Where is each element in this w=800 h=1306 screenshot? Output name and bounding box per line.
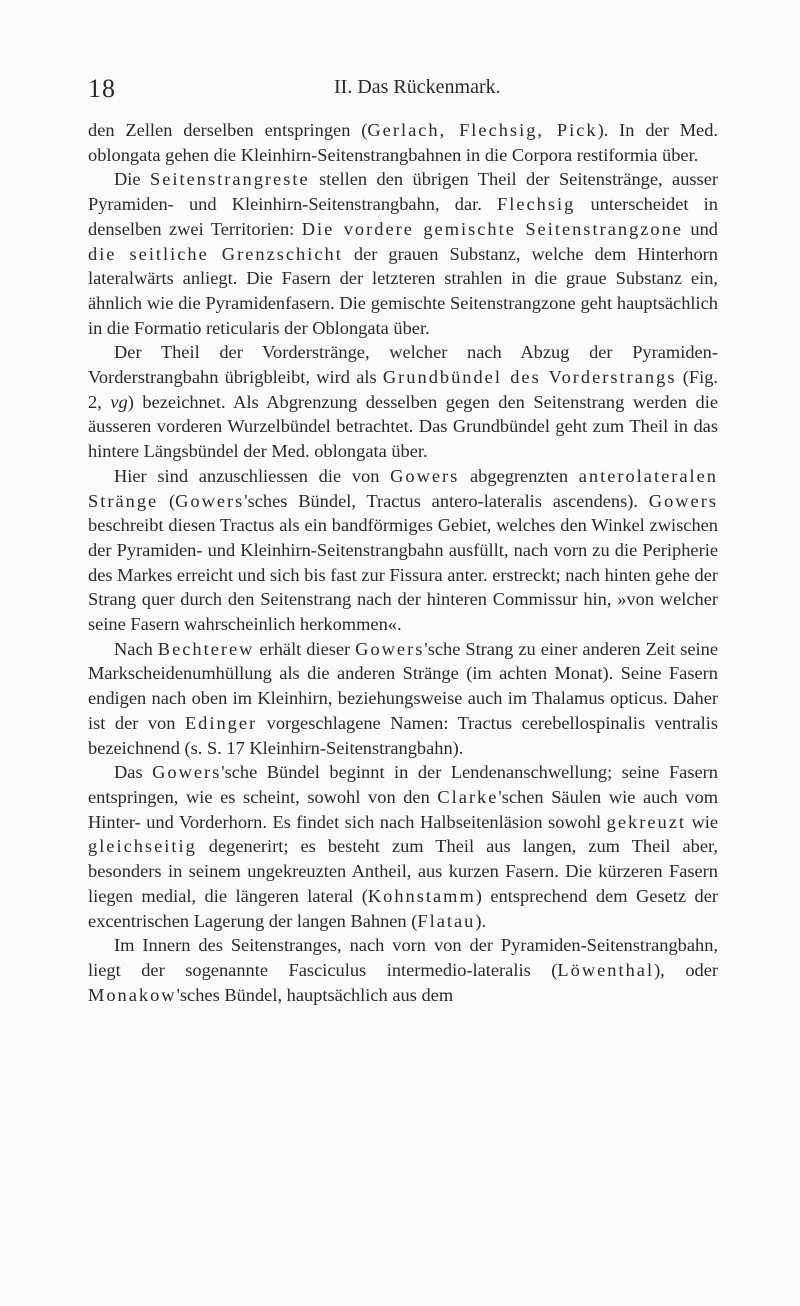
text-run: stellen den übrigen Theil der Seitenstränge, ausser Pyramiden- und Kleinhirn-Seitenstrangbahn, dar.	[88, 169, 719, 215]
spaced-emphasis-text: Seitenstrangreste	[150, 169, 310, 190]
text-run: Nach	[114, 638, 158, 659]
text-run: Der Theil der Vorderstränge, welcher nach Abzug der Pyramiden-Vorderstrangbahn übrigbleibt, wird als	[88, 342, 718, 388]
spaced-emphasis-text: Löwenthal	[557, 959, 655, 980]
text-run: (	[158, 490, 176, 511]
spaced-emphasis-text: Gowers	[648, 490, 718, 511]
paragraph	[88, 637, 718, 761]
text-run: 'sche Bündel beginnt in der Lendenanschwellung; seine Fasern entspringen, wie es scheint, sowohl von den	[88, 762, 718, 807]
spaced-emphasis-text: Edinger	[184, 712, 258, 733]
text-run: ).	[475, 910, 487, 931]
text-run: beschreibt diesen Tractus als ein bandförmiges Gebiet, welches den Winkel zwischen der Pyramiden- und Kleinhirn-Seitenstrangbahn ausfüllt, nach vorn zu die Peripherie des Markes erreicht und sich bis fast zur Fissura anter. erstreckt; nach hinten gehe der Strang quer durch den Seitenstrang nach der hinteren Commissur hin, »von welcher seine Fasern wahrscheinlich herkommen«.	[88, 515, 718, 635]
text-run: 'sches Bündel, Tractus antero-lateralis ascendens).	[244, 490, 649, 511]
text-run: der grauen Substanz, welche dem Hinterhorn lateralwärts anliegt. Die Fasern der letzteren strahlen in die graue Substanz ein, ähnlich wie die Pyramidenfasern. Die gemischte Seitenstrangzone geht hauptsächlich in die Formatio reticularis der Oblongata über.	[88, 243, 718, 338]
spaced-emphasis-text: Gowers	[175, 490, 245, 511]
text-run: unterscheidet in denselben zwei Territorien:	[88, 194, 718, 239]
spaced-emphasis-text: gleichseitig	[88, 836, 197, 857]
spaced-emphasis-text: die seitliche Grenzschicht	[88, 243, 343, 264]
text-run: den Zellen derselben entspringen (	[88, 120, 368, 140]
spaced-emphasis-text: anterolateralen Stränge	[88, 465, 718, 511]
text-run: Hier sind anzuschliessen die von	[114, 465, 391, 486]
spaced-emphasis-text: Monakow	[88, 984, 177, 1005]
text-run: abgegrenzten	[459, 465, 579, 486]
spaced-emphasis-text: Gowers	[152, 762, 222, 783]
text-run: (Fig. 2,	[88, 367, 719, 412]
paragraph	[88, 167, 718, 340]
spaced-emphasis-text: Bechterew	[157, 638, 255, 659]
spaced-emphasis-text: Flechsig	[496, 194, 576, 215]
paragraph	[88, 760, 718, 933]
paragraph	[88, 933, 718, 1007]
text-run: 'sches Bündel, hauptsächlich aus dem	[176, 984, 454, 1005]
spaced-emphasis-text: Clarke	[437, 786, 499, 807]
body-text	[88, 118, 718, 1007]
page-header	[0, 74, 800, 104]
spaced-emphasis-text: Gowers	[390, 465, 460, 486]
spaced-emphasis-text: Grundbündel des Vorderstrangs	[382, 367, 677, 388]
text-run: Das	[114, 762, 153, 783]
spaced-emphasis-text: Kohnstamm	[367, 885, 476, 906]
running-head: II. Das Rückenmark.	[334, 76, 501, 98]
text-run: ). In der Med. oblongata gehen die Kleinhirn-Seitenstrangbahnen in die Corpora restiformia über.	[88, 120, 719, 165]
spaced-emphasis-text: Flatau	[417, 910, 476, 931]
text-run: Im Innern des Seitenstranges, nach vorn von der Pyramiden-Seitenstrangbahn, liegt der sogenannte Fasciculus intermedio-lateralis (	[88, 935, 718, 980]
italic-text: vg	[110, 391, 128, 412]
text-run: 'sche Strang zu einer anderen Zeit seine Markscheidenumhüllung als die anderen Stränge (im achten Monat). Seine Fasern endigen nach oben im Kleinhirn, beziehungsweise auch im Thalamus opticus. Daher ist der von	[88, 638, 718, 733]
text-run: erhält dieser	[254, 638, 356, 659]
text-run: vorgeschlagene Namen: Tractus cerebellospinalis ventralis bezeichnend (s. S. 17 Kleinhirn-Seitenstrangbahn).	[88, 712, 718, 758]
text-run: degenerirt; es besteht zum Theil aus langen, zum Theil aber, besonders in seinem ungekreuzten Antheil, aus kurzen Fasern. Die kürzeren Fasern liegen medial, die längeren lateral (	[88, 836, 718, 906]
text-run: ) entsprechend dem Gesetz der excentrischen Lagerung der langen Bahnen (	[88, 885, 719, 931]
text-run: und	[682, 218, 718, 239]
text-run: ), oder	[654, 959, 719, 980]
spaced-emphasis-text: gekreuzt	[606, 811, 686, 832]
paragraph	[88, 340, 718, 464]
text-run: 'schen Säulen wie auch vom Hinter- und Vorderhorn. Es findet sich nach Halbseitenläsion sowohl	[88, 786, 718, 832]
paragraph	[88, 118, 718, 167]
spaced-emphasis-text: Gerlach, Flechsig, Pick	[367, 120, 598, 140]
paragraph	[88, 464, 718, 637]
text-run: wie	[685, 811, 718, 832]
page-number: 18	[88, 74, 116, 103]
spaced-emphasis-text: Die vordere gemischte Seitenstrangzone	[301, 218, 683, 239]
text-run: ) bezeichnet. Als Abgrenzung desselben gegen den Seitenstrang werden die äusseren vorderen Wurzelbündel betrachtet. Das Grundbündel geht zum Theil in das hintere Längsbündel der Med. oblongata über.	[88, 391, 718, 462]
text-run: Die	[114, 169, 150, 190]
spaced-emphasis-text: Gowers	[355, 638, 425, 659]
